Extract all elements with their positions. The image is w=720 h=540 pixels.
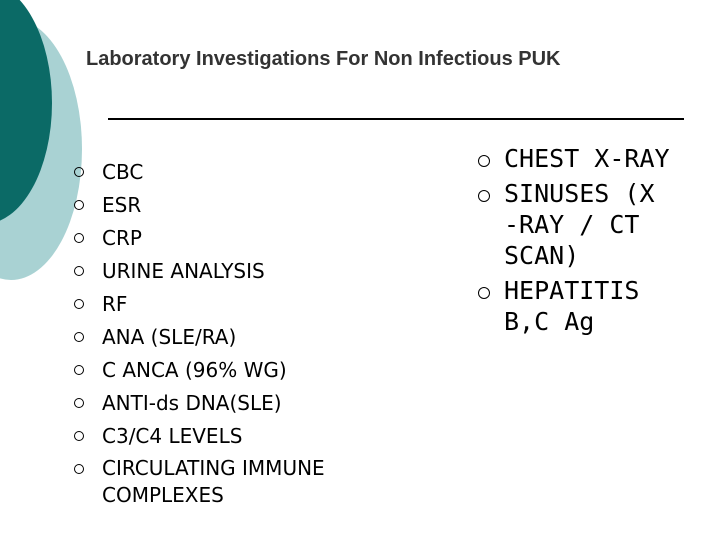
list-item: ANA (SLE/RA) (72, 321, 412, 354)
bullet-icon (74, 365, 84, 375)
bullet-icon (478, 190, 490, 202)
bullet-icon (74, 200, 84, 210)
list-item: C ANCA (96% WG) (72, 354, 412, 387)
list-item: HEPATITIS B,C Ag (474, 275, 684, 337)
bullet-icon (478, 287, 490, 299)
bullet-icon (74, 266, 84, 276)
list-item: CBC (72, 156, 412, 189)
title-divider (108, 118, 684, 120)
list-item: CIRCULATING IMMUNE COMPLEXES (72, 453, 412, 512)
bullet-icon (74, 332, 84, 342)
list-item: CRP (72, 222, 412, 255)
list-item: C3/C4 LEVELS (72, 420, 412, 453)
bullet-icon (74, 233, 84, 243)
bullet-icon (74, 431, 84, 441)
left-test-list (72, 156, 412, 512)
right-test-list (474, 143, 684, 341)
list-item: CHEST X-RAY (474, 143, 684, 174)
slide-title: Laboratory Investigations For Non Infectious PUK (86, 48, 561, 70)
bullet-icon (74, 398, 84, 408)
list-item: RF (72, 288, 412, 321)
bullet-icon (74, 167, 84, 177)
list-item: ESR (72, 189, 412, 222)
list-item: SINUSES (X -RAY / CT SCAN) (474, 178, 684, 271)
bullet-icon (74, 464, 84, 474)
list-item: ANTI-ds DNA(SLE) (72, 387, 412, 420)
bullet-icon (74, 299, 84, 309)
list-item: URINE ANALYSIS (72, 255, 412, 288)
bullet-icon (478, 155, 490, 167)
